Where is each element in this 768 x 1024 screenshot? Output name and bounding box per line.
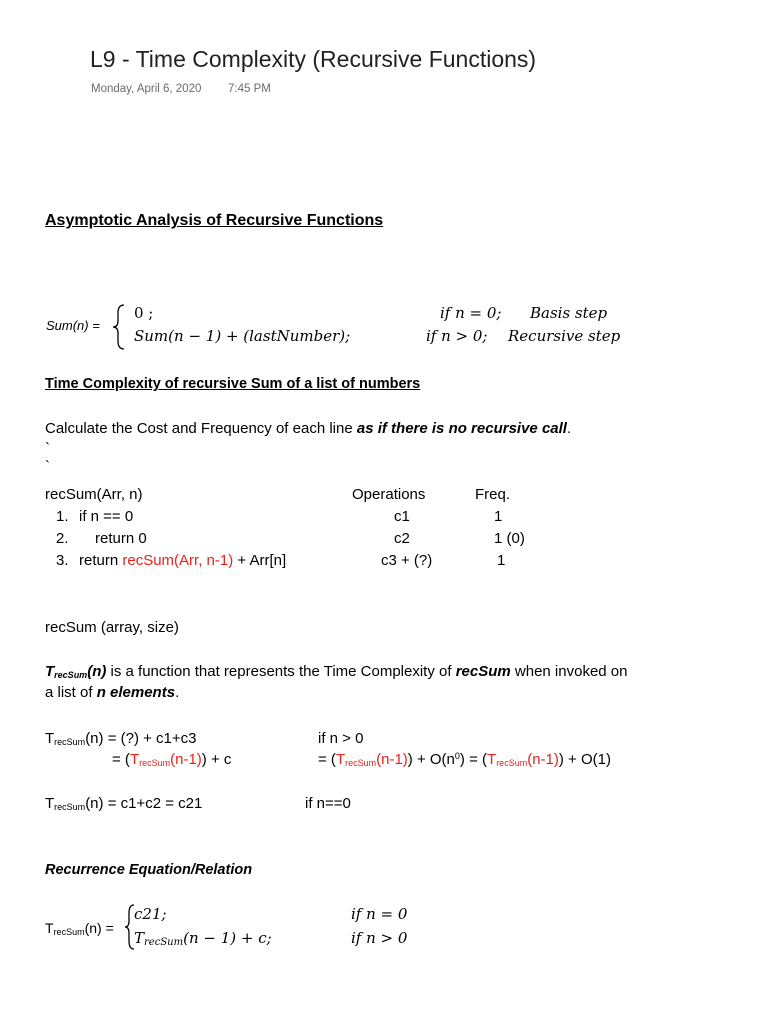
equation-line-2-right xyxy=(318,751,611,768)
equation-rhs: (n) = c1+c2 = c21 xyxy=(85,795,203,812)
code-line-operation: c3 + (?) xyxy=(381,552,433,569)
sum-label: Sum(n) = xyxy=(46,318,100,333)
instruction-prefix: Calculate the Cost and Frequency of each line xyxy=(45,420,357,437)
code-line-operation: c2 xyxy=(394,530,410,547)
definition-after: when invoked on xyxy=(510,663,628,680)
code-line-frequency: 1 xyxy=(494,508,503,525)
code-function-header: recSum(Arr, n) xyxy=(45,486,143,503)
definition-line2-pre: a list of xyxy=(45,684,97,701)
equation-text: = ( xyxy=(112,751,130,768)
red-recursive-term xyxy=(487,751,559,768)
equation-text: ) + O(n xyxy=(407,751,455,768)
page-title: L9 - Time Complexity (Recursive Functions) xyxy=(90,46,537,72)
t-subscript: recSum xyxy=(54,802,86,812)
t-subscript: recSum xyxy=(54,737,86,747)
t-symbol: T xyxy=(335,751,346,768)
section-heading-asymptotic: Asymptotic Analysis of Recursive Functions xyxy=(45,212,384,229)
sum-case2-cond: if n > 0; xyxy=(426,327,488,345)
equation-rhs: (n) = (?) + c1+c3 xyxy=(85,730,197,747)
code-line-frequency: 1 (0) xyxy=(494,530,525,547)
function-signature: recSum (array, size) xyxy=(45,619,179,636)
sum-case2-expr: Sum(n − 1) + (lastNumber); xyxy=(134,327,351,345)
instruction-suffix: . xyxy=(566,420,572,437)
code-line-frequency: 1 xyxy=(497,552,506,569)
t-subscript: recSum xyxy=(496,758,528,768)
code-line: return 0 xyxy=(95,530,147,547)
t-symbol: T xyxy=(45,920,54,936)
recurrence-lhs-tail: (n) = xyxy=(84,920,114,936)
code-line-number: 1. xyxy=(56,508,69,525)
recurrence-lhs xyxy=(45,920,114,937)
stray-mark-2: ` xyxy=(45,458,50,475)
definition-line2-emphasis: n elements xyxy=(96,684,176,701)
t-subscript: recSum xyxy=(144,937,184,948)
equation-condition-1: if n > 0 xyxy=(318,730,364,747)
sum-brace-icon xyxy=(110,303,128,351)
red-recursive-term xyxy=(130,751,202,768)
t-argument: (n-1) xyxy=(527,751,559,768)
t-argument: (n-1) xyxy=(170,751,202,768)
function-name: recSum xyxy=(455,663,511,680)
equation-text: ) = ( xyxy=(459,751,488,768)
t-subscript: recSum xyxy=(53,927,85,937)
t-argument: (n) xyxy=(87,663,107,680)
code-line: if n == 0 xyxy=(79,508,134,525)
page-time: 7:45 PM xyxy=(228,83,271,95)
t-symbol: T xyxy=(487,751,497,768)
equation-condition-3: if n==0 xyxy=(305,795,351,812)
equation-line-3 xyxy=(45,795,202,812)
page-date: Monday, April 6, 2020 xyxy=(91,83,202,95)
sum-case1-step: Basis step xyxy=(530,304,608,322)
t-symbol: T xyxy=(45,795,55,812)
recurrence-heading: Recurrence Equation/Relation xyxy=(45,862,253,878)
code-return-text: return xyxy=(79,552,123,569)
definition-line2-post: . xyxy=(175,684,180,701)
equation-text: ) + O(1) xyxy=(558,751,611,768)
equation-text: = ( xyxy=(318,751,336,768)
red-recursive-term xyxy=(336,751,408,768)
definition-line-1 xyxy=(45,663,627,680)
recurrence-cond2: if n > 0 xyxy=(351,929,408,947)
instruction-emphasis: as if there is no recursive call xyxy=(356,420,567,437)
ops-column-header: Operations xyxy=(352,486,426,503)
sum-case2-step: Recursive step xyxy=(508,327,621,345)
instruction-text xyxy=(45,420,571,437)
code-line xyxy=(79,552,286,569)
equation-line-2 xyxy=(112,751,231,768)
t-subscript: recSum xyxy=(139,758,171,768)
t-argument: (n-1) xyxy=(376,751,408,768)
t-symbol: T xyxy=(45,663,55,680)
sum-case1-expr: 0 ; xyxy=(134,304,154,322)
stray-mark-1: ` xyxy=(45,440,50,457)
code-line-number: 2. xyxy=(56,530,69,547)
t-symbol: T xyxy=(129,751,140,768)
recurrence-case2-tail: (n − 1) + c; xyxy=(183,929,272,947)
t-subscript: recSum xyxy=(54,670,88,680)
equation-text: ) + c xyxy=(201,751,232,768)
definition-line-2 xyxy=(45,684,179,701)
t-subscript: recSum xyxy=(345,758,377,768)
freq-column-header: Freq. xyxy=(475,486,511,503)
definition-middle: is a function that represents the Time Complexity of xyxy=(106,663,456,680)
recurrence-case2 xyxy=(134,929,272,948)
section-heading-time-complexity: Time Complexity of recursive Sum of a list of numbers xyxy=(45,376,421,392)
exponent: 0 xyxy=(454,751,460,761)
sum-case1-cond: if n = 0; xyxy=(440,304,502,322)
code-line-number: 3. xyxy=(56,552,69,569)
t-symbol: T xyxy=(45,730,55,747)
recurrence-cond1: if n = 0 xyxy=(351,905,408,923)
t-symbol: T xyxy=(134,929,145,947)
code-line-operation: c1 xyxy=(394,508,410,525)
equation-line-1 xyxy=(45,730,197,747)
recurrence-case1: c21; xyxy=(134,905,167,923)
recursive-call: recSum(Arr, n-1) xyxy=(122,552,234,569)
code-after-text: + Arr[n] xyxy=(233,552,287,569)
